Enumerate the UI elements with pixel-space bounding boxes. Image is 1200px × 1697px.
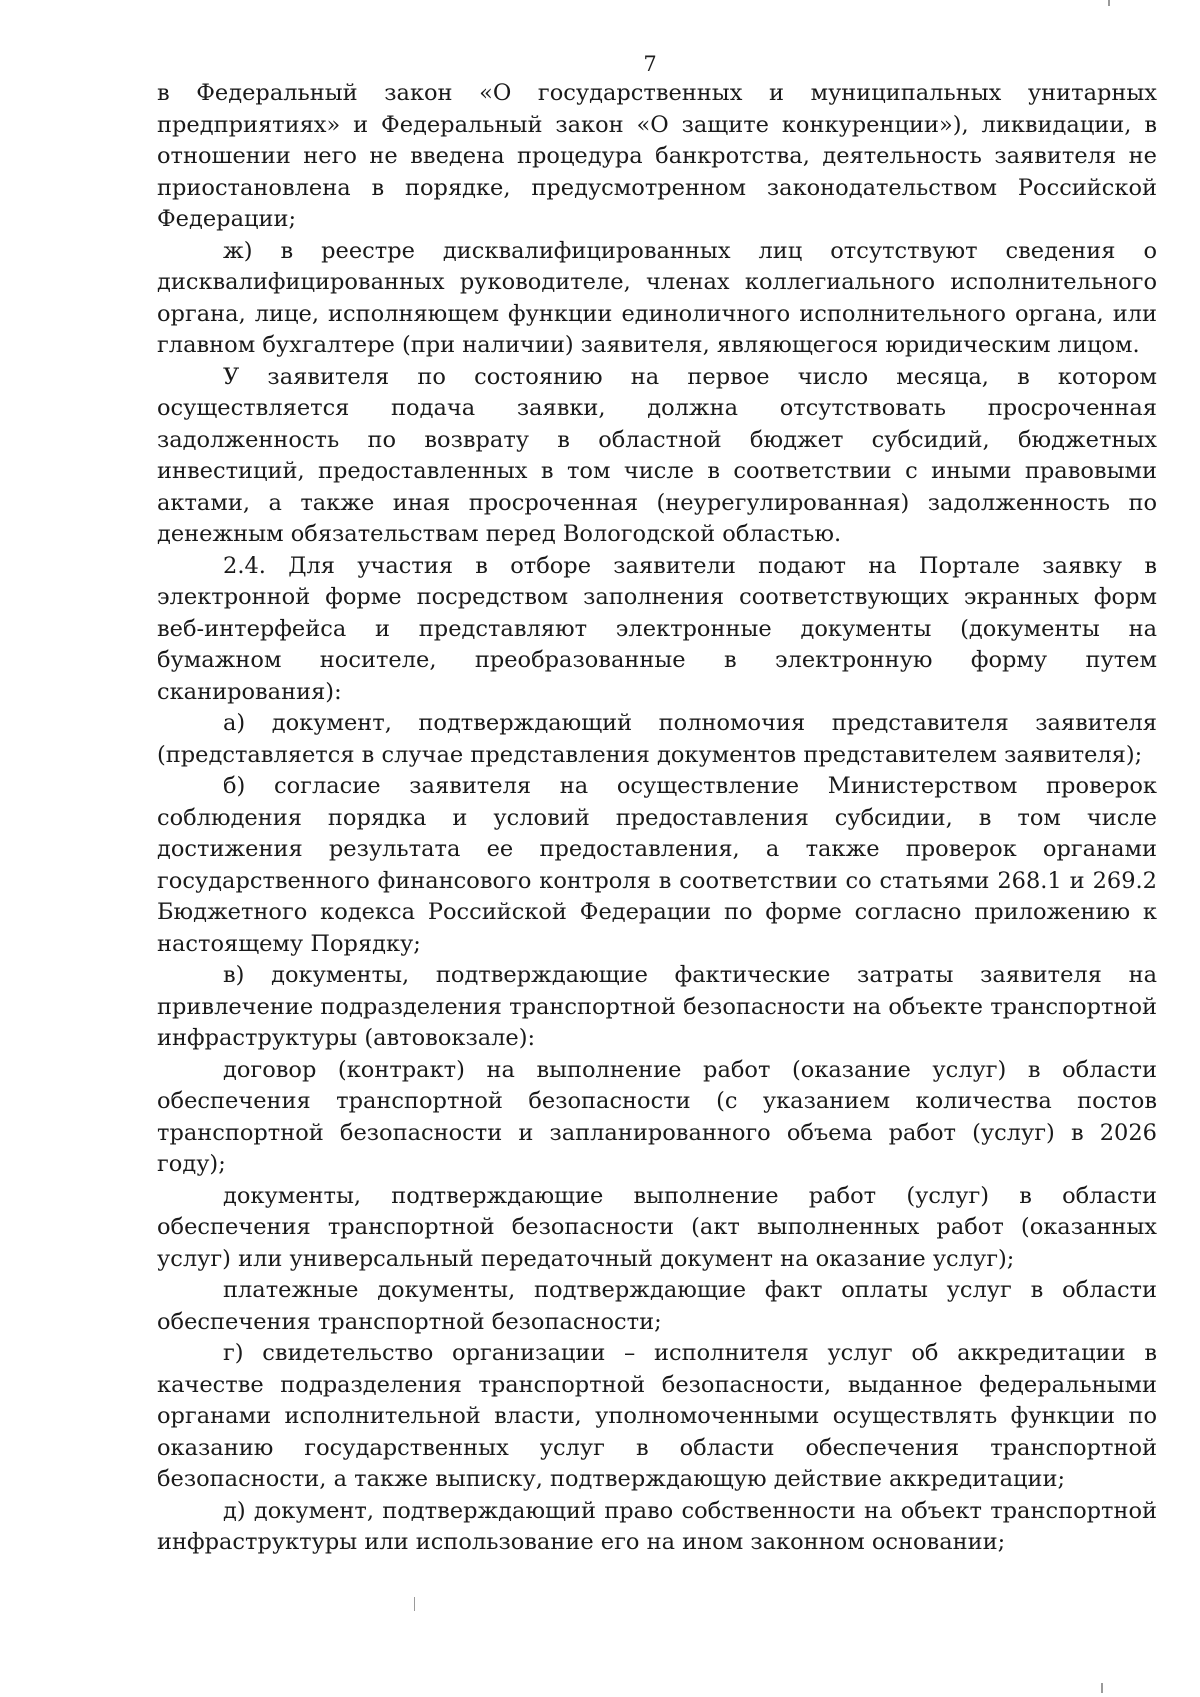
paragraph-debt-requirement: У заявителя по состоянию на первое число месяца, в котором осуществляется подача заявки, должна отсутствовать просроченная задолженность по возврату в областной бюджет субсидий, бюджетных инвестиций, предоставленных в том числе в соответствии с иными правовыми актами, а также иная просроченная (неурегулированная) задолженность по денежным обязательствам перед Вологодской областью. — [157, 363, 1157, 547]
scan-artifact-mark — [414, 1597, 415, 1611]
paragraph-work-documents: документы, подтверждающие выполнение работ (услуг) в области обеспечения транспортной безопасности (акт выполненных работ (оказанных услуг) или универсальный передаточный документ на оказание услуг); — [157, 1182, 1157, 1272]
paragraph-item-v: в) документы, подтверждающие фактические затраты заявителя на привлечение подразделения транспортной безопасности на объекте транспортной инфраструктуры (автовокзале): — [157, 962, 1157, 1051]
paragraph-contract: договор (контракт) на выполнение работ (оказание услуг) в области обеспечения транспортной безопасности (с указанием количества постов транспортной безопасности и запланированного объема работ (услуг) в 2026 году); — [157, 1056, 1157, 1177]
paragraph-continuation: в Федеральный закон «О государственных и муниципальных унитарных предприятиях» и Федеральный закон «О защите конкуренции»), ликвидации, в отношении него не введена процедура банкротства, деятельность заявителя не приостановлена в порядке, предусмотренном законодательством Российской Федерации; — [157, 80, 1157, 232]
paragraph-item-a: а) документ, подтверждающий полномочия представителя заявителя (представляется в случае представления документов представителем заявителя); — [157, 710, 1157, 768]
page-number: 7 — [643, 52, 657, 76]
scan-artifact-mark — [1108, 0, 1110, 6]
paragraph-item-zh: ж) в реестре дисквалифицированных лиц отсутствуют сведения о дисквалифицированных руководителе, членах коллегиального исполнительного органа, лице, исполняющем функции единоличного исполнительного органа, или главном бухгалтере (при наличии) заявителя, являющегося юридическим лицом. — [157, 237, 1157, 358]
paragraph-section-2-4: 2.4. Для участия в отборе заявители подают на Портале заявку в электронной форме посредством заполнения соответствующих экранных форм веб-интерфейса и представляют электронные документы (документы на бумажном носителе, преобразованные в электронную форму путем сканирования): — [157, 552, 1157, 705]
paragraph-payment-documents: платежные документы, подтверждающие факт оплаты услуг в области обеспечения транспортной безопасности; — [157, 1277, 1157, 1335]
paragraph-item-b: б) согласие заявителя на осуществление Министерством проверок соблюдения порядка и условий предоставления субсидии, в том числе достижения результата ее предоставления, а также проверок органами государственного финансового контроля в соответствии со статьями 268.1 и 269.2 Бюджетного кодекса Российской Федерации по форме согласно приложению к настоящему Порядку; — [157, 773, 1157, 957]
paragraph-item-d: д) документ, подтверждающий право собственности на объект транспортной инфраструктуры или использование его на ином законном основании; — [157, 1497, 1157, 1555]
paragraph-item-g: г) свидетельство организации – исполнителя услуг об аккредитации в качестве подразделения транспортной безопасности, выданное федеральными органами исполнительной власти, уполномоченными осуществлять функции по оказанию государственных услуг в области обеспечения транспортной безопасности, а также выписку, подтверждающую действие аккредитации; — [157, 1340, 1157, 1492]
document-body — [157, 78, 1157, 1559]
scan-artifact-mark — [1101, 1683, 1103, 1693]
